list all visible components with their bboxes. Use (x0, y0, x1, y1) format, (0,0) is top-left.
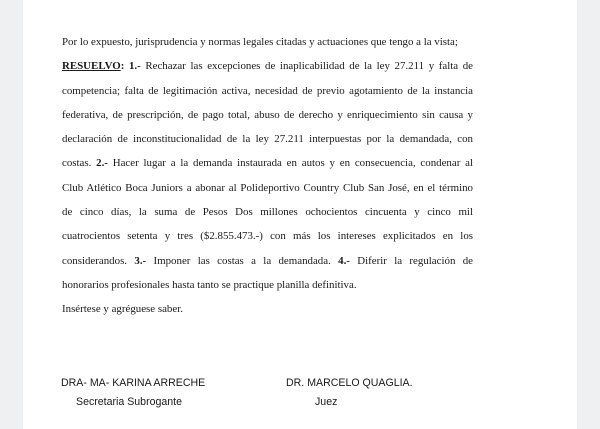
signature-left-title: Secretaria Subrogante (76, 396, 183, 408)
line-text: Hacer lugar a la demanda instaurada en autos y en consecuencia, condenar al (107, 157, 473, 170)
resolution-line-7 (62, 200, 473, 224)
signature-right-name: DR. MARCELO QUAGLIA. (286, 377, 413, 389)
resolution-line-3 (62, 103, 473, 127)
line-middle: Imponer las costas a la demandada. (146, 254, 339, 267)
signature-right-title: Juez (315, 396, 338, 408)
document-page (23, 0, 577, 429)
resolution-heading: RESUELVO (62, 60, 121, 73)
line-prefix: considerandos. (62, 254, 135, 267)
resolution-line-4 (62, 127, 473, 151)
resolution-line-9 (62, 249, 473, 273)
resolution-line-5 (62, 151, 473, 175)
resolution-body (62, 30, 473, 322)
line-text: honorarios profesionales hasta tanto se practique planilla definitiva. (62, 278, 357, 291)
resolution-colon: : (120, 60, 125, 73)
line-text: competencia; falta de legitimación activa, necesidad de previo agotamiento de la instancia (62, 84, 473, 97)
closing-line (62, 297, 473, 321)
resolution-line-2 (62, 79, 473, 103)
line-text: Club Atlético Boca Juniors a abonar al Polideportivo Country Club San José, en el término (62, 181, 473, 194)
line-text: Diferir la regulación de (349, 254, 474, 267)
line-text: Rechazar las excepciones de inaplicabilidad de la ley 27.211 y falta de (140, 60, 473, 73)
resolution-line-8 (62, 224, 473, 248)
resolution-line-6 (62, 176, 473, 200)
intro-line (62, 30, 473, 54)
intro-text: Por lo expuesto, jurisprudencia y normas legales citadas y actuaciones que tengo a la vista; (62, 36, 458, 48)
resolution-line-10 (62, 273, 473, 297)
signature-left-name: DRA- MA- KARINA ARRECHE (61, 377, 206, 389)
line-text: federativa, de prescripción, de pago total, abuso de derecho y enriquecimiento sin causa y (62, 108, 473, 121)
item-number-3: 3.- (134, 254, 147, 267)
line-text: de cinco días, la suma de Pesos Dos millones ochocientos cincuenta y cinco mil (62, 206, 473, 219)
item-number-2: 2.- (96, 157, 108, 170)
line-prefix: costas. (62, 157, 97, 170)
resolution-line-1 (62, 54, 473, 78)
line-text: declaración de inconstitucionalidad de la ley 27.211 interpuestas por la demandada, con (62, 133, 473, 146)
item-number-4: 4.- (338, 254, 350, 267)
line-text: cuatrocientos setenta y tres ($2.855.473.-) con más los intereses explicitados en los (62, 230, 473, 243)
closing-text: Insértese y agréguese saber. (62, 303, 183, 316)
item-number-1: 1.- (128, 60, 141, 73)
